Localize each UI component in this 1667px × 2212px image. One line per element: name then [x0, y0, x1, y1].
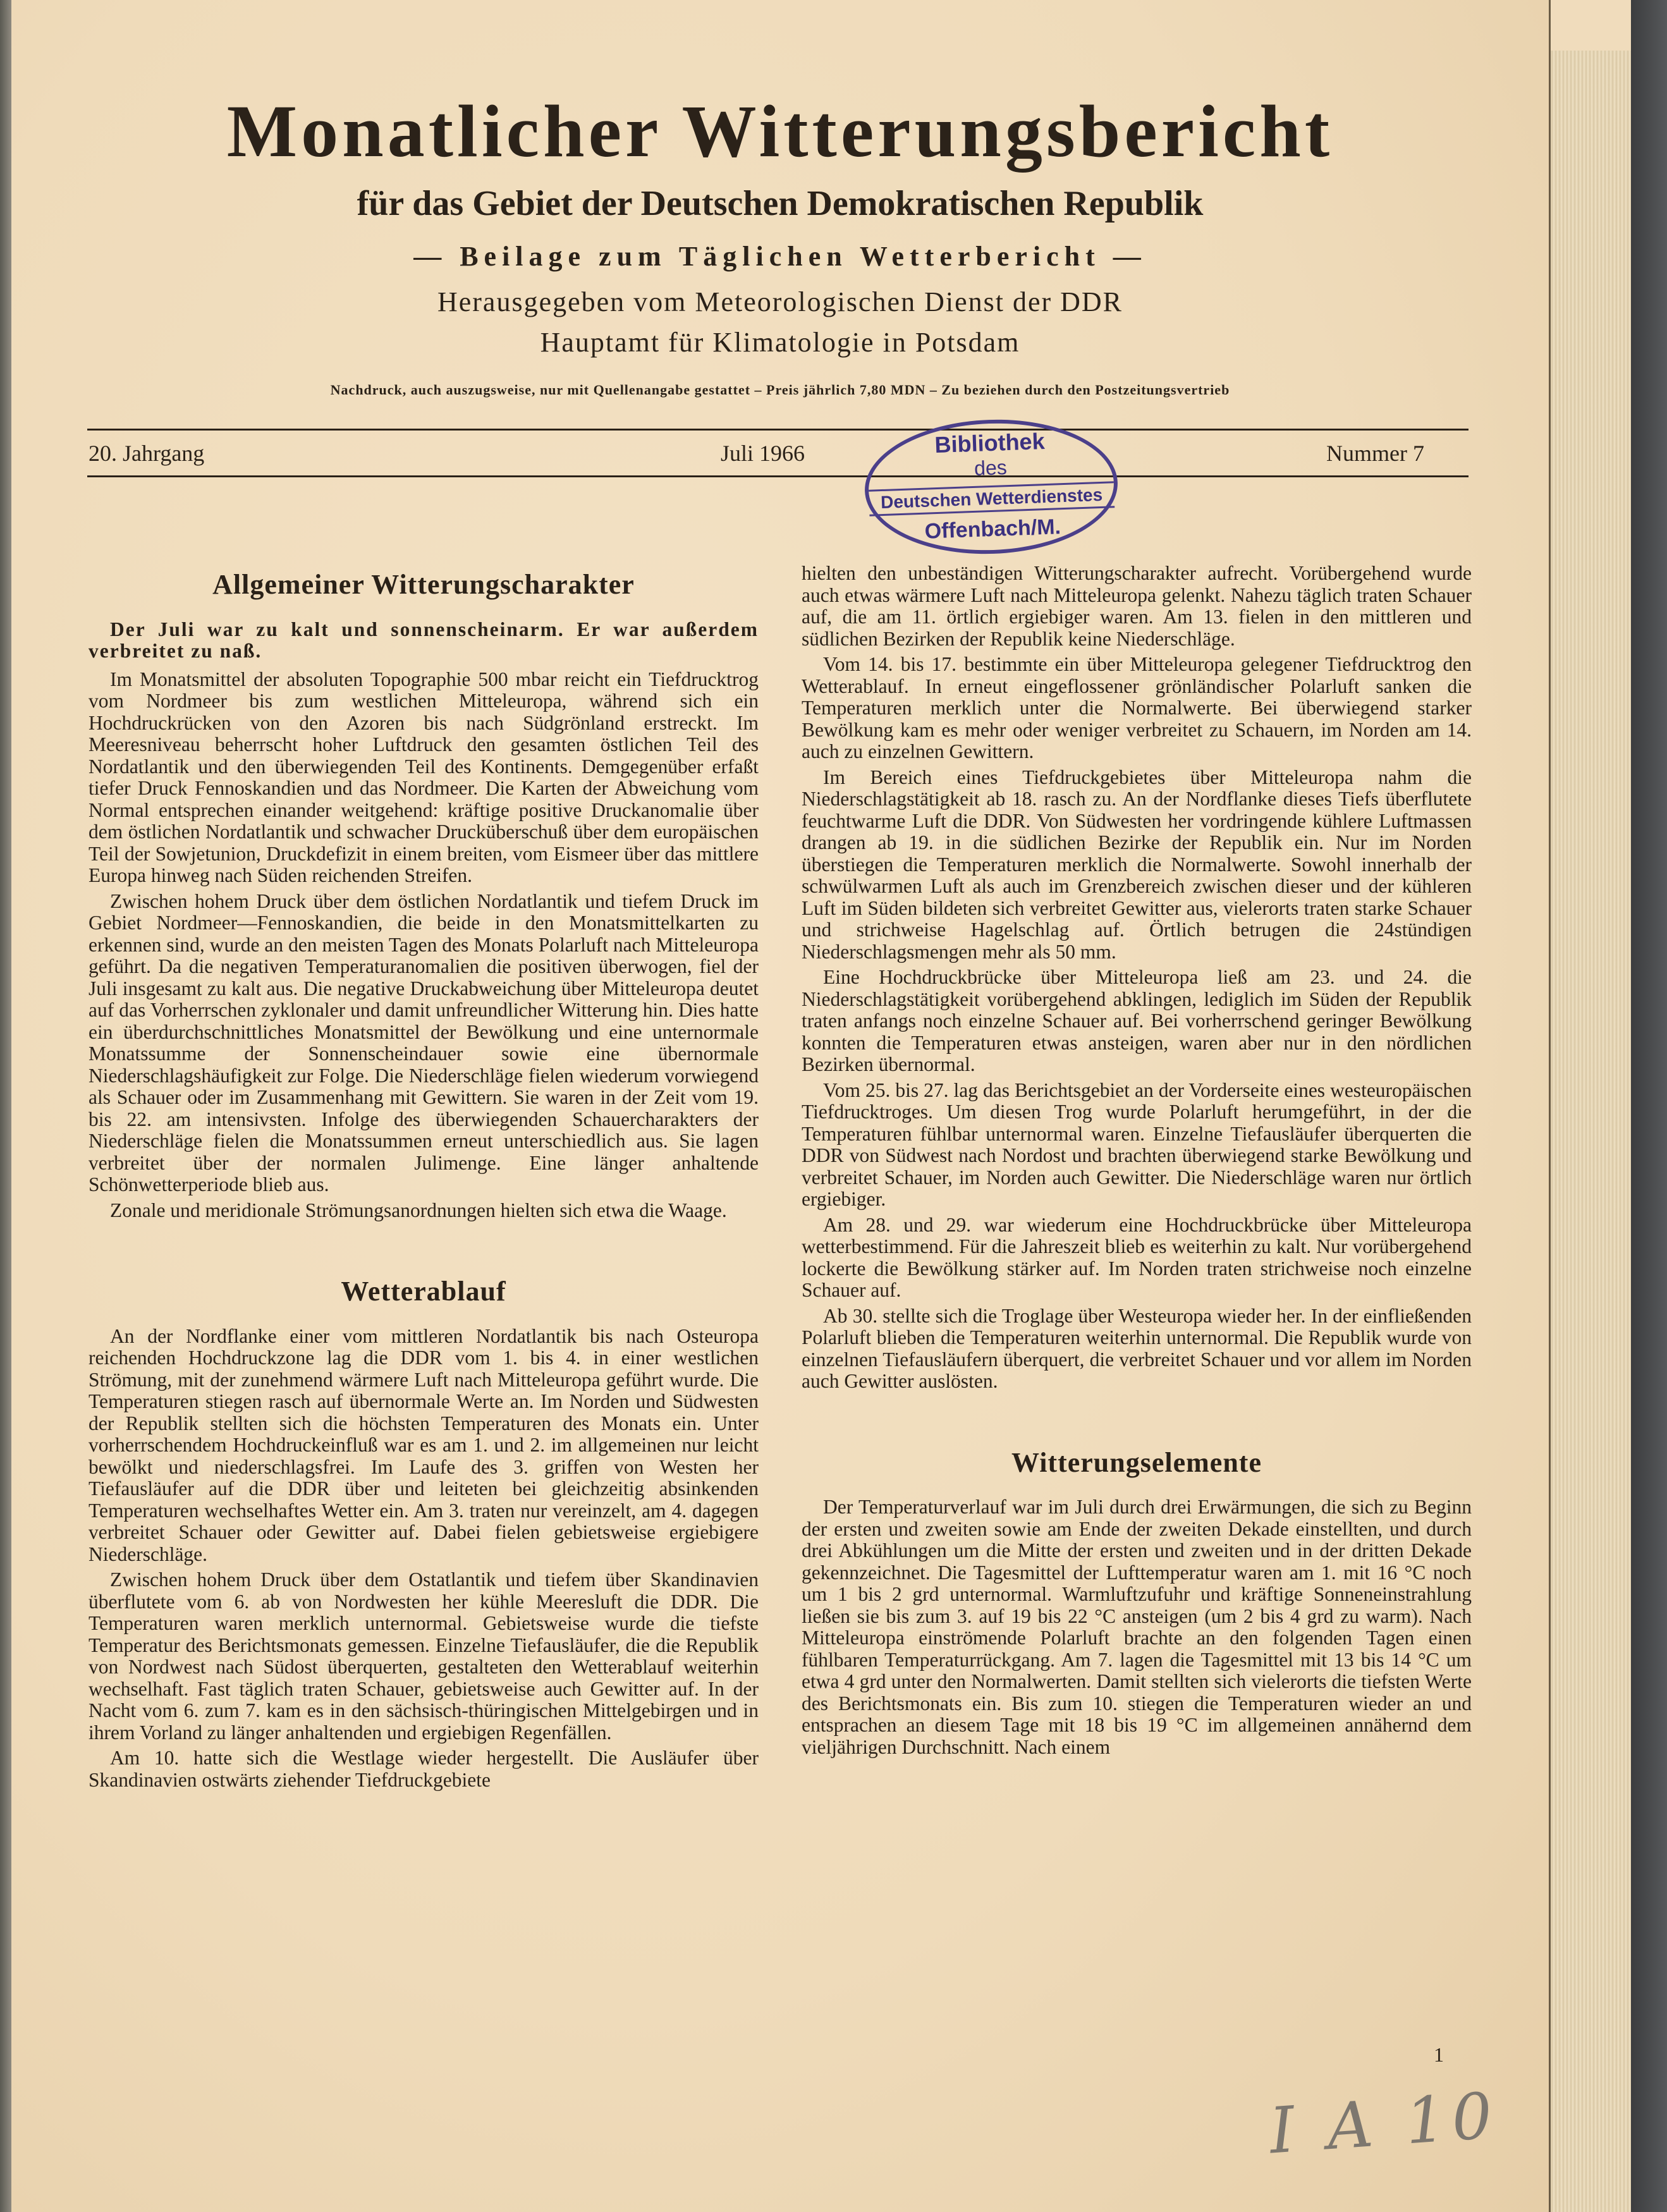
paragraph: Vom 14. bis 17. bestimmte ein über Mitteleuropa gelegener Tiefdrucktrog den Wetterablauf. In erneut eingeflossener grönländischer Polarluft sanken die Temperaturen merklich unter die Normalwerte. Bei überwiegend starker Bewölkung kam es mehr oder weniger verbreitet zu Schauern, im Norden am 14. auch zu einzelnen Gewittern. — [802, 653, 1472, 762]
paragraph: hielten den unbeständigen Witterungscharakter aufrecht. Vorübergehend wurde auch etwas wärmere Luft nach Mitteleuropa gelenkt. Nahezu täglich traten Schauer auf, die am 11. örtlich ergiebiger waren. Am 13. fielen in den mittleren und südlichen Bezirken der Republik keine Niederschläge. — [802, 562, 1472, 650]
paragraph: Ab 30. stellte sich die Troglage über Westeuropa wieder her. In der einfließenden Polarluft blieben die Temperaturen weiterhin unternormal. Die Republik wurde von einzelnen Tiefausläufern überquert, die verbreitet Schauer und vor allem im Norden auch Gewitter auslösten. — [802, 1304, 1472, 1392]
book-cover-right — [1631, 0, 1667, 2212]
supplement-line: — Beilage zum Täglichen Wetterbericht — — [413, 241, 1147, 272]
paragraph: Im Bereich eines Tiefdruckgebietes über Mitteleuropa nahm die Niederschlagstätigkeit ab 18. rasch zu. An der Nordflanke dieses Tiefs überflutete feuchtwarme Luft die DDR. Von Südwesten her vordringende kühlere Luftmassen drangen ab 19. in die südlichen Bezirke der Republik ein. Nur im Norden überstiegen die Temperaturen merklich die Normalwerte. Sowohl innerhalb der schwülwarmen Luft als auch im Grenzbereich zwischen dieser und der kühleren Luft im Süden bildeten sich verbreitet Gewitter aus, vielerorts traten starke Schauer und strichweise Hagelschlag auf. Örtlich betrugen die 24stündigen Niederschlagsmengen mehr als 50 mm. — [802, 766, 1472, 963]
section-spacer — [89, 1225, 759, 1269]
paragraph: Im Monatsmittel der absoluten Topographie 500 mbar reicht ein Tiefdrucktrog vom Nordmeer bis zum westlichen Mitteleuropa, während sich ein Hochdruckrücken von den Azoren bis nach Südgrönland erstreckt. Im Meeresniveau beherrscht hoher Luftdruck den gesamten östlichen Teil des Nordatlantik und den überwiegenden Teil des Kontinents. Demgegenüber erfaßt tiefer Druck Fennoskandien und das Nordmeer. Die Karten der Abweichung vom Normal entsprechen einander weitgehend: kräftige positive Druckanomalie über dem östlichen Nordatlantik und schwacher Drucküberschuß über dem europäischen Teil der Sowjetunion, Druckdefizit in einem breiten, vom Eismeer über das mittlere Europa hinweg nach Süden reichenden Streifen. — [89, 668, 759, 886]
stamp-line-3: Deutschen Wetterdienstes — [869, 481, 1114, 516]
paragraph: Der Temperaturverlauf war im Juli durch drei Erwärmungen, die sich zu Beginn der ersten und zweiten sowie am Ende der zweiten Dekade einstellten, und durch drei Abkühlungen um die Mitte der ersten und zweiten und in der dritten Dekade gekennzeichnet. Die Tagesmittel der Lufttemperatur waren am 1. mit 16 °C noch um 1 bis 2 grd unternormal. Warmluftzufuhr und kräftige Sonneneinstrahlung ließen sie bis zum 3. auf 19 bis 22 °C ansteigen (um 2 bis 4 grd zu warm). Nach Mitteleuropa einströmende Polarluft brachte an den folgenden Tagen einen fühlbaren Temperaturrückgang. Am 7. lagen die Tagesmittel mit 13 bis 14 °C um etwa 4 grd unter den Normalwerten. Damit stellten sich vielerorts die tiefsten Werte des Berichtsmonats ein. Bis zum 10. stiegen die Temperaturen wieder an und entsprachen an diesem Tage mit 18 bis 19 °C im allgemeinen annähernd dem vieljährigen Durchschnitt. Nach einem — [802, 1496, 1472, 1758]
institute-line: Hauptamt für Klimatologie in Potsdam — [540, 327, 1020, 358]
header-rule-top — [87, 429, 1469, 431]
library-stamp — [862, 415, 1120, 558]
heading-wetterablauf: Wetterablauf — [341, 1276, 506, 1307]
publisher-line: Herausgegeben vom Meteorologischen Dienst der DDR — [437, 286, 1123, 317]
stamp-line-4: Offenbach/M. — [924, 515, 1061, 544]
paragraph: Zwischen hohem Druck über dem östlichen Nordatlantik und tiefem Druck im Gebiet Nordmeer—Fennoskandien, die beide in den Monatsmittelkarten zu erkennen sind, wurde an den meisten Tagen des Monats Polarluft nach Mitteleuropa geführt. Da die negativen Temperaturanomalien die positiven überwogen, fiel der Juli insgesamt zu kalt aus. Die negative Druckabweichung über Mitteleuropa deutet auf das Vorherrschen zyklonaler und damit unfreundlicher Witterung hin. Dies hatte ein überdurchschnittliches Monatsmittel der Bewölkung und eine unternormale Monatssumme der Sonnenscheindauer sowie eine übernormale Niederschlagshäufigkeit zur Folge. Die Niederschläge fielen wiederum vorwiegend als Schauer oder im Zusammenhang mit Gewittern. Sie waren in der Zeit vom 19. bis 22. am intensivsten. Infolge des überwiegenden Schauercharakters der Niederschläge fielen die Monatssummen erneut unterschiedlich aus. Sie lagen verbreitet über der normalen Julimenge. Eine länger anhaltende Schönwetterperiode blieb aus. — [89, 889, 759, 1195]
pencil-shelf-mark: I A 10 — [1267, 2078, 1501, 2168]
book-binding-left — [0, 0, 11, 2212]
document-page — [11, 0, 1551, 2212]
left-column — [89, 563, 759, 1795]
document-title: Monatlicher Witterungsbericht — [226, 90, 1334, 173]
paragraph: Am 10. hatte sich die Westlage wieder hergestellt. Die Ausläufer über Skandinavien ostwärts ziehender Tiefdruckgebiete — [89, 1747, 759, 1791]
paragraph: Zwischen hohem Druck über dem Ostatlantik und tiefem über Skandinavien überflutete vom 6. ab von Nordwesten her kühle Meeresluft die DDR. Die Temperaturen waren merklich unternormal. Gebietsweise wurde die tiefste Temperatur des Berichtsmonats gemessen. Einzelne Tiefausläufer, die die Republik von Nordwest nach Südost überquerten, gestalteten den Wetterablauf weiterhin wechselhaft. Fast täglich traten Schauer, gebietsweise auch Gewitter auf. In der Nacht vom 6. zum 7. kam es in den sächsisch-thüringischen Mittelgebirgen und in ihrem Vorland zu länger anhaltenden und ergiebigen Regenfällen. — [89, 1568, 759, 1744]
paragraph: An der Nordflanke einer vom mittleren Nordatlantik bis nach Osteuropa reichenden Hochdruckzone lag die DDR vom 1. bis 4. in einer westlichen Strömung, mit der zunehmend wärmere Luft nach Mitteleuropa geführt wurde. Die Temperaturen stiegen rasch auf übernormale Werte an. Im Norden und Südwesten der Republik stellten sich die höchsten Temperaturen des Monats ein. Unter vorherrschendem Hochdruckeinfluß war es am 1. und 2. im allgemeinen nur leicht bewölkt und niederschlagsfrei. Im Laufe des 3. griffen von Westen her Tiefausläufer auf die DDR über und leiteten bei gleichzeitig absinkenden Temperaturen wechselhaftes Wetter ein. Am 3. traten nur vereinzelt, am 4. dagegen verbreitet Schauer oder Gewitter auf. Dabei fielen gebietsweise ergiebigere Niederschläge. — [89, 1324, 759, 1565]
reprint-notice: Nachdruck, auch auszugsweise, nur mit Quellenangabe gestattet – Preis jährlich 7,80 MDN – Zu beziehen durch den Postzeitungsvertrieb — [330, 382, 1230, 398]
issue-date: Juli 1966 — [721, 441, 805, 466]
section-spacer — [802, 1396, 1472, 1441]
header-rule-bottom — [87, 475, 1469, 477]
paragraph: Vom 25. bis 27. lag das Berichtsgebiet an der Vorderseite eines westeuropäischen Tiefdrucktroges. Um diesen Trog wurde Polarluft herumgeführt, in der die Temperaturen fühlbar unternormal waren. Einzelne Tiefausläufer überquerten die DDR von Südwest nach Nordost und brachten überwiegend starke Bewölkung und verbreitet Schauer, im Norden auch Gewitter. Die Niederschläge waren nur örtlich ergiebiger. — [802, 1079, 1472, 1210]
heading-witterungselemente: Witterungselemente — [1011, 1446, 1262, 1478]
paragraph: Am 28. und 29. war wiederum eine Hochdruckbrücke über Mitteleuropa wetterbestimmend. Für die Jahreszeit blieb es weiterhin zu kalt. Nur vorübergehend lockerte die Bewölkung stärker auf. Im Norden traten strichweise noch einzelne Schauer auf. — [802, 1213, 1472, 1301]
page-stack-edge — [1549, 51, 1632, 2212]
heading-allgemeiner-witterungscharakter: Allgemeiner Witterungscharakter — [212, 569, 635, 600]
right-column — [802, 563, 1472, 1762]
page-number: 1 — [1434, 2043, 1444, 2066]
stamp-line-2: des — [974, 456, 1008, 480]
paragraph: Eine Hochdruckbrücke über Mitteleuropa ließ am 23. und 24. die Niederschlagstätigkeit vorübergehend abklingen, lediglich im Süden der Republik traten anfangs noch einzelne Schauer auf. Bei vorherrschend geringer Bewölkung konnten die Temperaturen etwas ansteigen, waren aber nur in den nördlichen Bezirken übernormal. — [802, 966, 1472, 1075]
lead-paragraph: Der Juli war zu kalt und sonnenscheinarm. Er war außerdem verbreitet zu naß. — [89, 618, 759, 662]
paragraph: Zonale und meridionale Strömungsanordnungen hielten sich etwa die Waage. — [110, 1199, 727, 1221]
issue-volume: 20. Jahrgang — [89, 441, 205, 466]
stamp-line-1: Bibliothek — [934, 428, 1046, 458]
document-subtitle: für das Gebiet der Deutschen Demokratischen Republik — [357, 184, 1204, 223]
issue-number: Nummer 7 — [1326, 441, 1424, 466]
